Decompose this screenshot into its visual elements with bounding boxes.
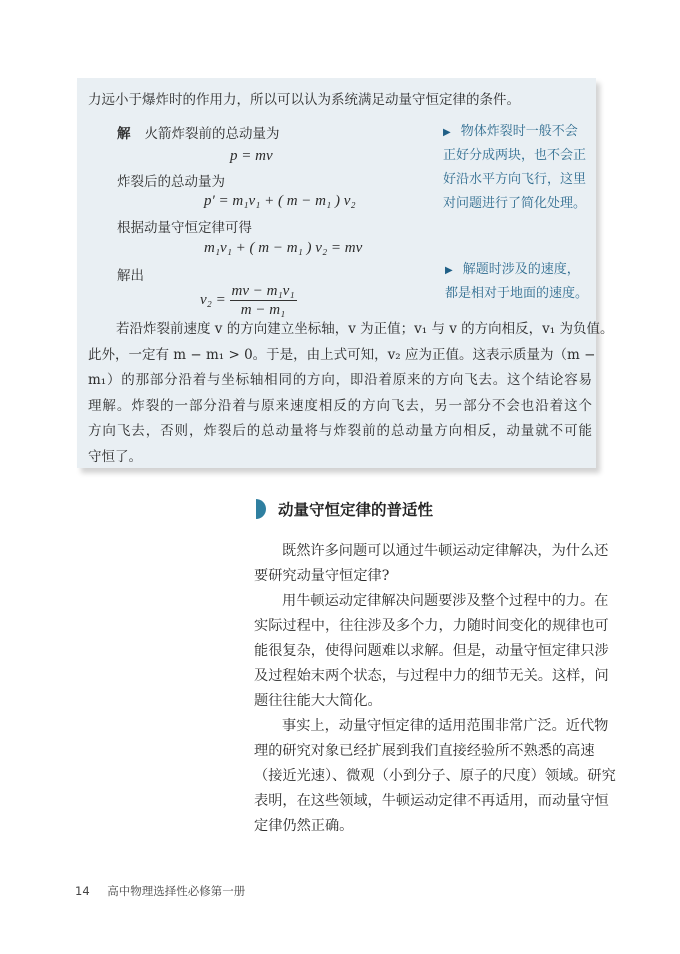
side-note-line: ▶ 物体炸裂时一般不会 — [443, 124, 578, 139]
paragraph-line: 实际过程中，往往涉及多个力，力随时间变化的规律也可 — [254, 618, 609, 634]
triangle-right-icon: ▶ — [445, 265, 453, 276]
page-number: 14 — [75, 884, 90, 898]
equation-1: p = mv — [230, 148, 273, 164]
section-body — [254, 539, 616, 839]
paragraph-line: 要研究动量守恒定律? — [254, 568, 390, 584]
solution-step-3: 根据动量守恒定律可得 — [117, 220, 252, 236]
solution-step-1 — [117, 122, 280, 142]
explanation-paragraph — [88, 317, 614, 471]
paragraph-line: 及过程始末两个状态，与过程中力的细节无关。这样，问 — [254, 668, 609, 684]
paragraph-line: （接近光速）、微观（小到分子、原子的尺度）领域。研究 — [254, 768, 616, 784]
paragraph-line: 题往往能大大简化。 — [254, 693, 382, 709]
triangle-right-icon: ▶ — [443, 127, 451, 138]
side-note-line: 都是相对于地面的速度。 — [445, 286, 589, 301]
paragraph-line: 方向飞去，否则，炸裂后的总动量将与炸裂前的总动量方向相反，动量就不可能 — [88, 423, 592, 440]
paragraph-line: 事实上，动量守恒定律的适用范围非常广泛。近代物 — [282, 718, 609, 734]
paragraph-line: 若沿炸裂前速度 v 的方向建立坐标轴，v 为正值；v₁ 与 v 的方向相反，v₁ 为负值。 — [116, 321, 614, 337]
fraction — [230, 282, 297, 319]
equation-3: m₁v₁ + ( m − m₁ ) v₂ = mv — [204, 240, 363, 256]
equation-2: p′ = m₁v₁ + ( m − m₁ ) v₂ — [204, 193, 356, 209]
side-note-line: 好沿水平方向飞行，这里 — [443, 172, 587, 187]
paragraph-line: 守恒了。 — [88, 448, 142, 465]
section-heading — [256, 498, 433, 520]
paragraph-line: 用牛顿运动定律解决问题要涉及整个过程中的力。在 — [282, 593, 609, 609]
body-paragraph — [254, 539, 609, 589]
paragraph-line: 此外，一定有 m − m₁ > 0。于是，由上式可知，v₂ 应为正值。这表示质量为（m − — [88, 346, 596, 363]
equation-4 — [200, 282, 297, 319]
paragraph-line: 能很复杂，使得问题难以求解。但是，动量守恒定律只涉 — [254, 643, 609, 659]
paragraph-line: 既然许多问题可以通过牛顿运动定律解决，为什么还 — [282, 543, 609, 559]
side-note-line: 正好分成两块，也不会正 — [443, 148, 587, 163]
side-note-line: 对问题进行了简化处理。 — [443, 196, 587, 211]
solution-step-4: 解出 — [117, 268, 144, 284]
heading-marker-icon — [256, 499, 266, 519]
eq4-lhs: v₂ = — [200, 291, 226, 308]
paragraph-line: 理的研究对象已经扩展到我们直接经验所不熟悉的高速 — [254, 743, 595, 759]
section-title: 动量守恒定律的普适性 — [278, 501, 434, 519]
fraction-denominator: m − m₁ — [240, 302, 286, 318]
body-paragraph — [254, 714, 616, 839]
side-note-line: ▶ 解题时涉及的速度， — [445, 262, 580, 277]
body-paragraph — [254, 589, 609, 714]
paragraph-line: 定律仍然正确。 — [254, 818, 354, 834]
step-text: 火箭炸裂前的总动量为 — [144, 126, 280, 142]
solution-label: 解 — [117, 126, 131, 142]
side-note-1 — [443, 120, 586, 216]
book-title: 高中物理选择性必修第一册 — [107, 884, 246, 898]
solution-step-2: 炸裂后的总动量为 — [117, 174, 225, 190]
side-note-2 — [445, 258, 588, 306]
intro-line: 力远小于爆炸时的作用力，所以可以认为系统满足动量守恒定律的条件。 — [88, 92, 520, 108]
page-footer — [75, 883, 245, 899]
fraction-numerator: mv − m₁v₁ — [231, 283, 295, 299]
paragraph-line: 理解。炸裂的一部分沿着与原来速度相反的方向飞去，另一部分不会也沿着这个 — [88, 397, 592, 414]
paragraph-line: m₁）的那部分沿着与坐标轴相同的方向，即沿着原来的方向飞去。这个结论容易 — [88, 372, 592, 389]
paragraph-line: 表明，在这些领域，牛顿运动定律不再适用，而动量守恒 — [254, 793, 609, 809]
